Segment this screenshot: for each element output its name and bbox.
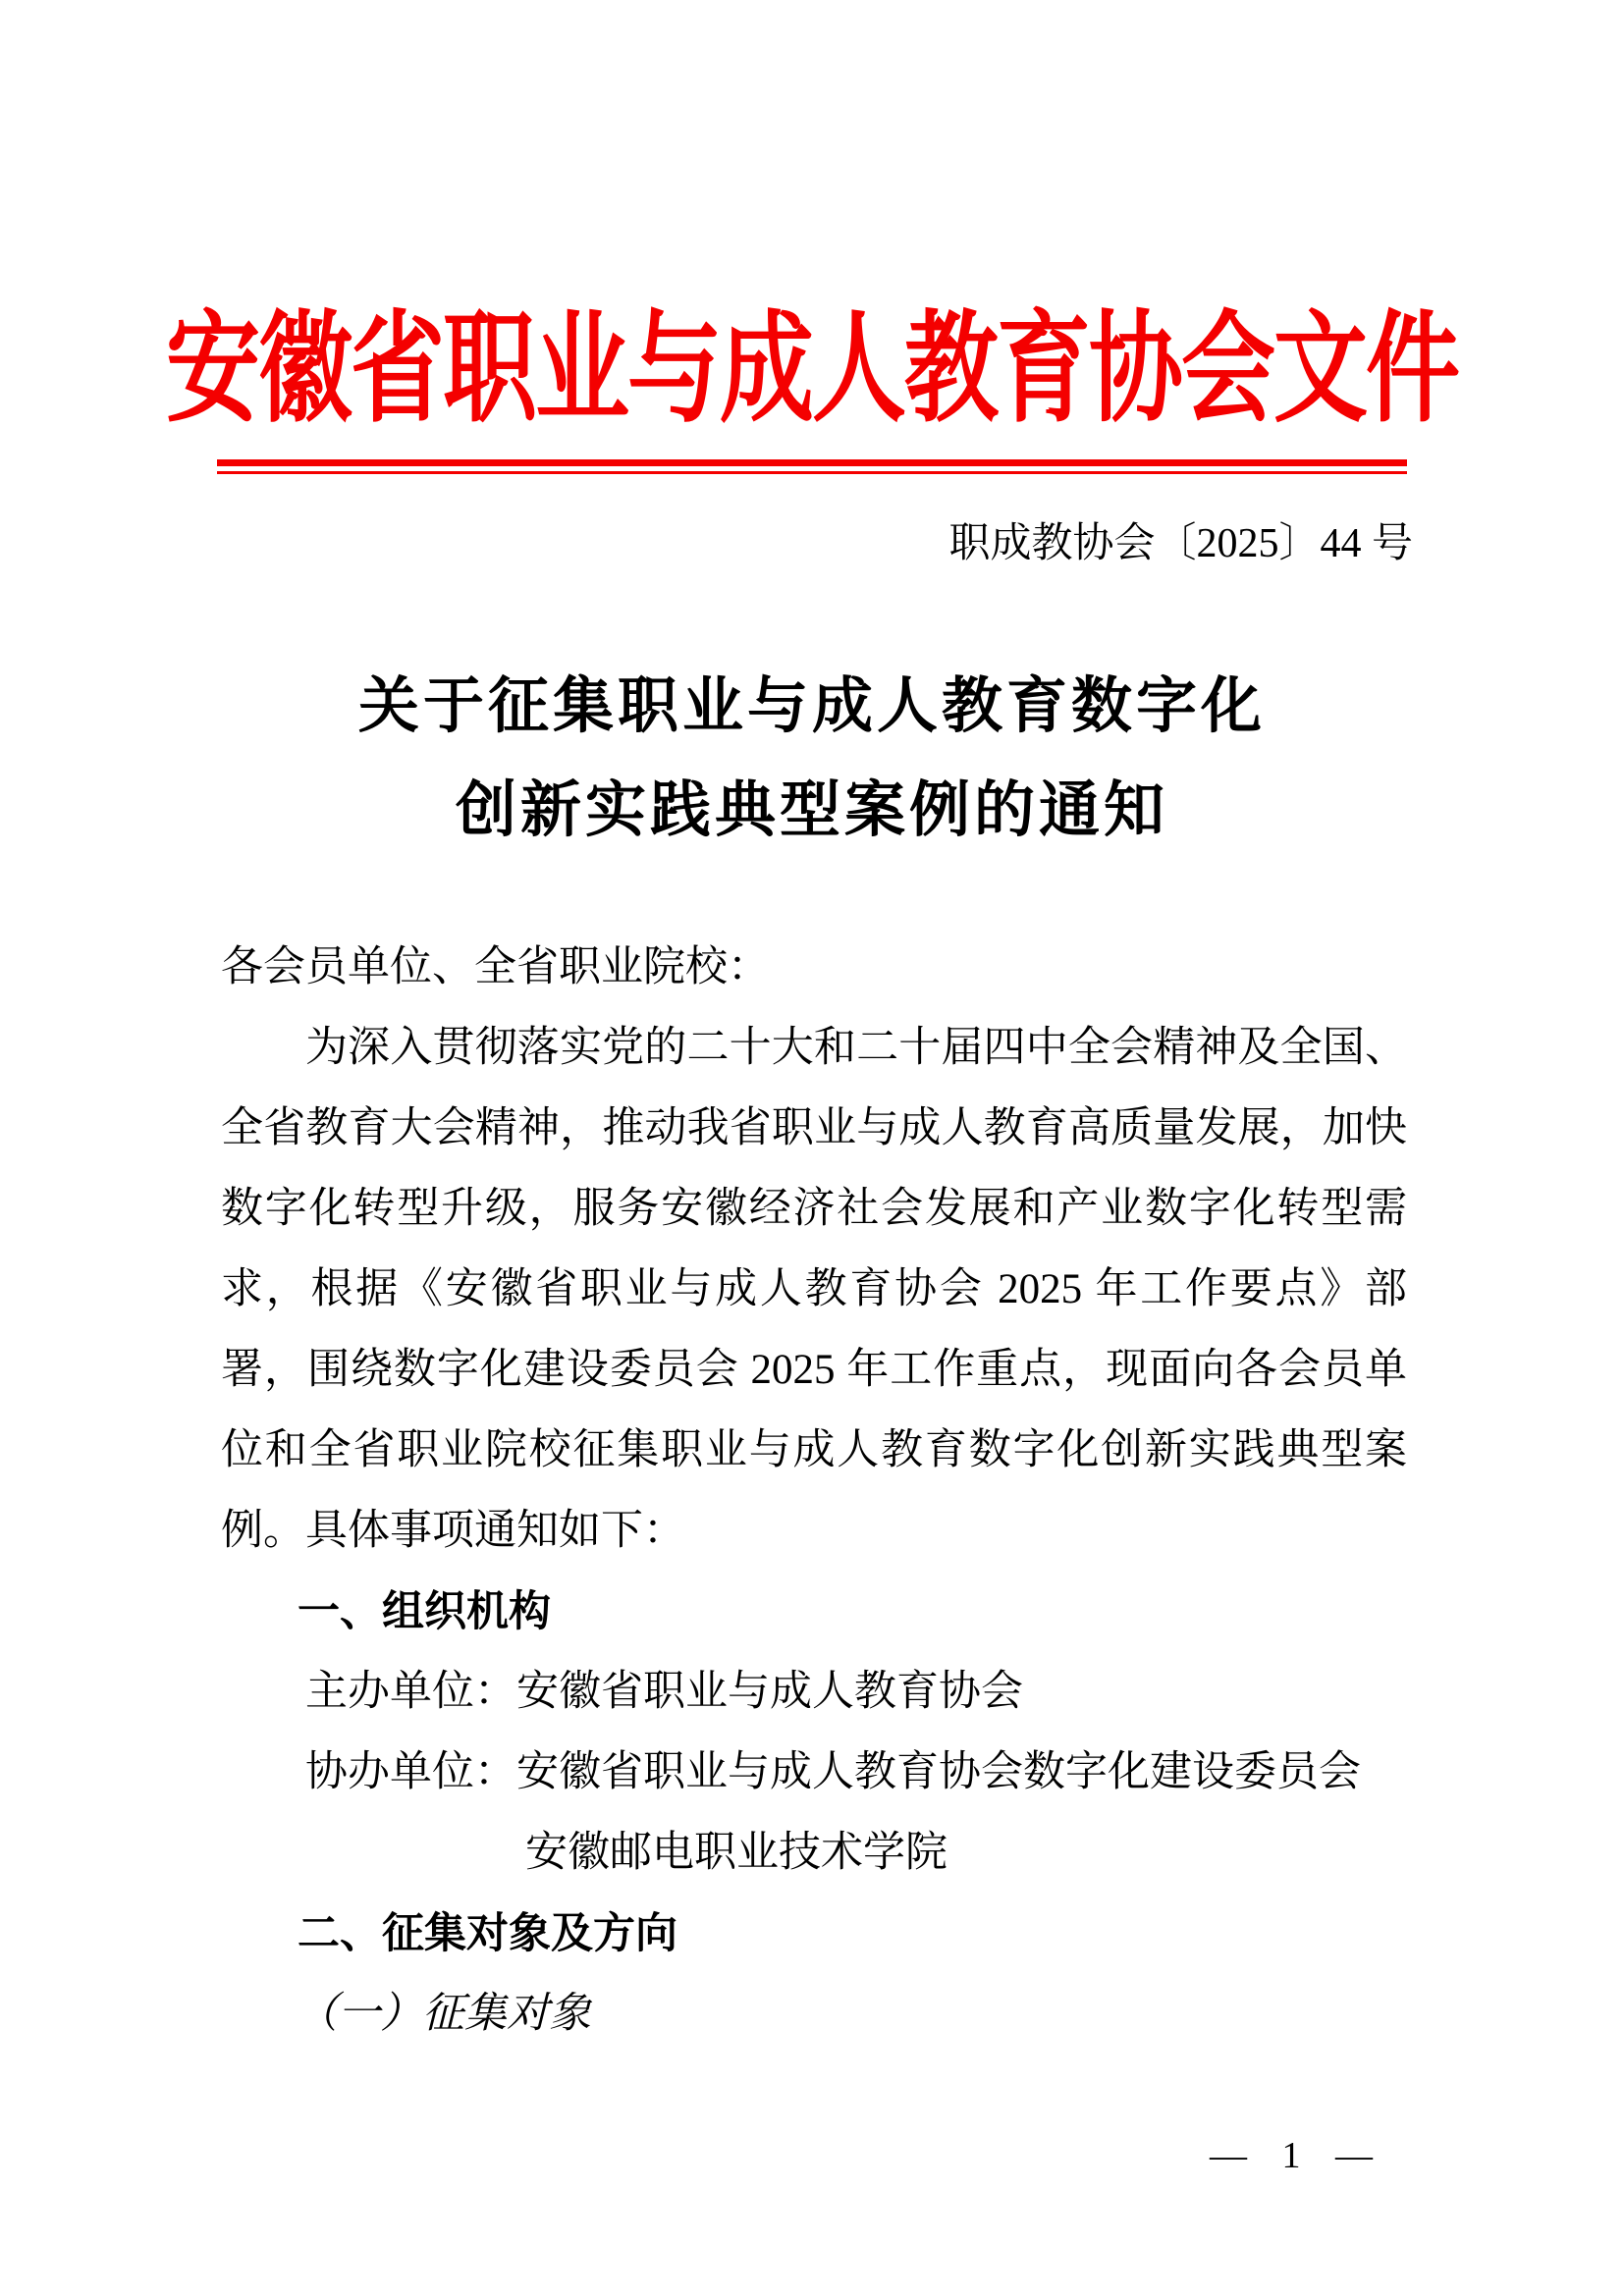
host-unit-label: 主办单位： [305, 1669, 516, 1715]
document-number: 职成教协会〔2025〕44 号 [948, 521, 1413, 566]
host-unit-line [305, 1652, 1407, 1733]
body-paragraph: 为深入贯彻落实党的二十大和二十届四中全会精神及全国、全省教育大会精神，推动我省职业与成人教育高质量发展，加快数字化转型升级，服务安徽经济社会发展和产业数字化转型需求，根据《安徽省职业与成人教育协会 2025 年工作要点》部署，围绕数字化建设委员会 2025 年工作重点，现面向各会员单位和全省职业院校征集职业与成人教育数字化创新实践典型案例。具体事项通知如下： [221, 1025, 1407, 1554]
document-title [0, 655, 1624, 863]
host-unit-value: 安徽省职业与成人教育协会 [516, 1669, 1023, 1715]
document-body [221, 928, 1407, 2055]
masthead-title: 安徽省职业与成人教育协会文件 [166, 301, 1458, 437]
cohost-unit-line [305, 1733, 1407, 1813]
cohost-unit-value-line1: 安徽省职业与成人教育协会数字化建设委员会 [516, 1749, 1361, 1795]
document-title-line1: 关于征集职业与成人教育数字化 [357, 673, 1266, 740]
subsection-heading: （一）征集对象 [296, 1991, 591, 2037]
cohost-unit-label: 协办单位： [305, 1749, 516, 1795]
document-title-line2: 创新实践典型案例的通知 [455, 777, 1168, 844]
page-number: — 1 — [1210, 2135, 1373, 2176]
section-heading-2: 二、征集对象及方向 [298, 1910, 677, 1957]
cohost-unit-value-line2: 安徽邮电职业技术学院 [525, 1830, 947, 1876]
masthead-rules [217, 459, 1407, 474]
red-rule-thin [217, 471, 1407, 474]
red-rule-thick [217, 459, 1407, 466]
masthead [0, 0, 1624, 452]
section-heading-1: 一、组织机构 [298, 1588, 551, 1635]
salutation: 各会员单位、全省职业院校： [221, 944, 770, 990]
